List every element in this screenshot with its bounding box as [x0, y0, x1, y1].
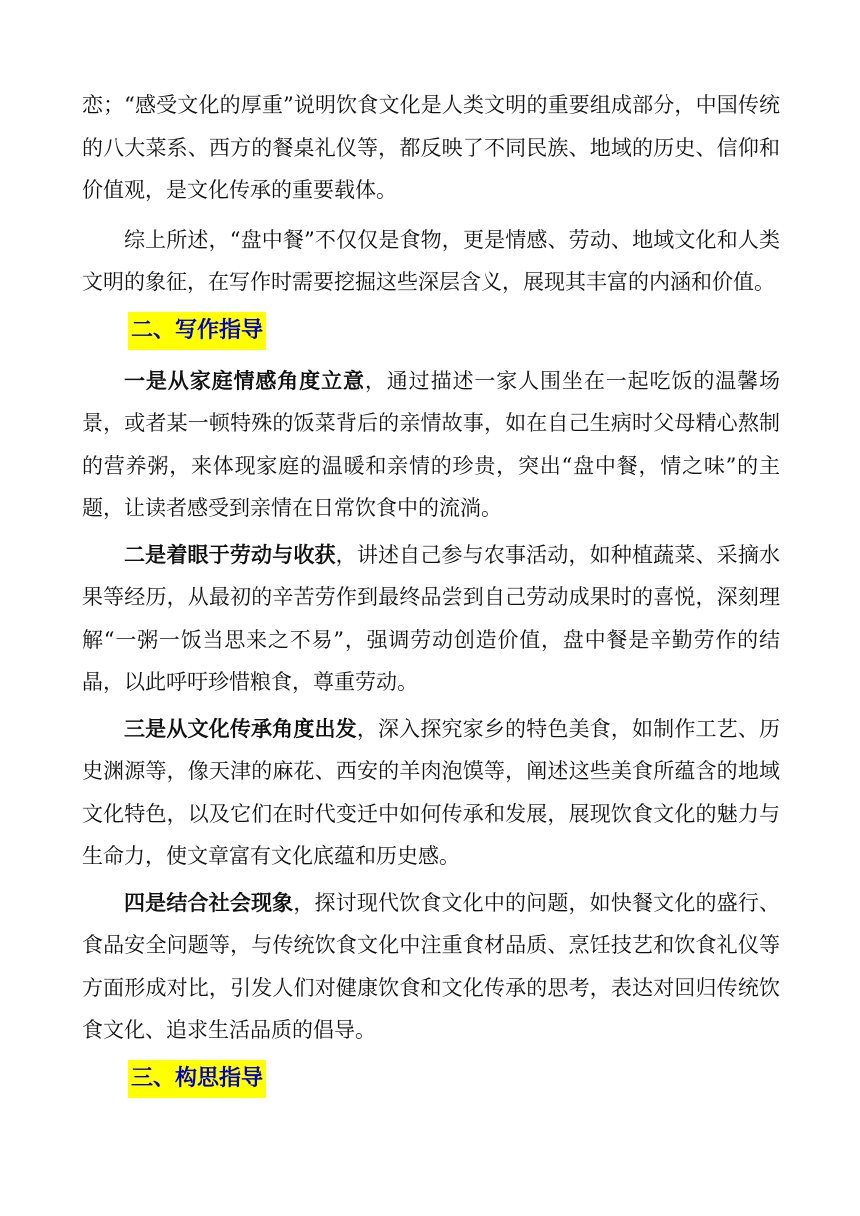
guide-item-lead: 三是从文化传承角度出发: [124, 715, 357, 741]
guide-item-body: ，讲述自己参与农事活动，如种植蔬菜、采摘水果等经历，从最初的辛苦劳作到最终品尝到自己劳动成果时的喜悦，深刻理解“一粥一饭当思来之不易”，强调劳动创造价值，盘中餐是辛勤劳作的结晶，以此呼吁珍惜粮食，尊重劳动。: [82, 542, 781, 694]
intro-paragraph-1: 恋；“感受文化的厚重”说明饮食文化是人类文明的重要组成部分，中国传统的八大菜系、西方的餐桌礼仪等，都反映了不同民族、地域的历史、信仰和价值观，是文化传承的重要载体。: [82, 93, 780, 202]
guide-item-body: ，通过描述一家人围坐在一起吃饭的温馨场景，或者某一顿特殊的饭菜背后的亲情故事，如在自己生病时父母精心熬制的营养粥，来体现家庭的温暖和亲情的珍贵，突出“盘中餐，情之味”的主题，让读者感受到亲情在日常饮食中的流淌。: [82, 368, 781, 520]
guide-item-2: [82, 534, 780, 704]
guide-item-lead: 二是着眼于劳动与收获: [124, 541, 336, 567]
section-heading-text: 三、构思指导: [128, 1060, 266, 1098]
guide-item-lead: 四是结合社会现象: [124, 889, 294, 915]
guide-item-3: [82, 708, 780, 878]
guide-item-4: [82, 882, 780, 1052]
guide-item-body: ，深入探究家乡的特色美食，如制作工艺、历史渊源等，像天津的麻花、西安的羊肉泡馍等，阐述这些美食所蕴含的地域文化特色，以及它们在时代变迁中如何传承和发展，展现饮食文化的魅力与生命力，使文章富有文化底蕴和历史感。: [82, 716, 781, 868]
guide-item-lead: 一是从家庭情感角度立意: [124, 367, 365, 393]
section-heading-writing-guide: [128, 312, 266, 352]
section-heading-text: 二、写作指导: [128, 312, 266, 350]
document-page: [82, 84, 780, 1108]
section-heading-concept-guide: [128, 1060, 266, 1100]
intro-paragraph-2: 综上所述，“盘中餐”不仅仅是食物，更是情感、劳动、地域文化和人类文明的象征，在写作时需要挖掘这些深层含义，展现其丰富的内涵和价值。: [82, 227, 780, 294]
guide-item-body: ，探讨现代饮食文化中的问题，如快餐文化的盛行、食品安全问题等，与传统饮食文化中注重食材品质、烹饪技艺和饮食礼仪等方面形成对比，引发人们对健康饮食和文化传承的思考，表达对回归传统饮食文化、追求生活品质的倡导。: [82, 890, 781, 1042]
guide-item-1: [82, 360, 780, 530]
